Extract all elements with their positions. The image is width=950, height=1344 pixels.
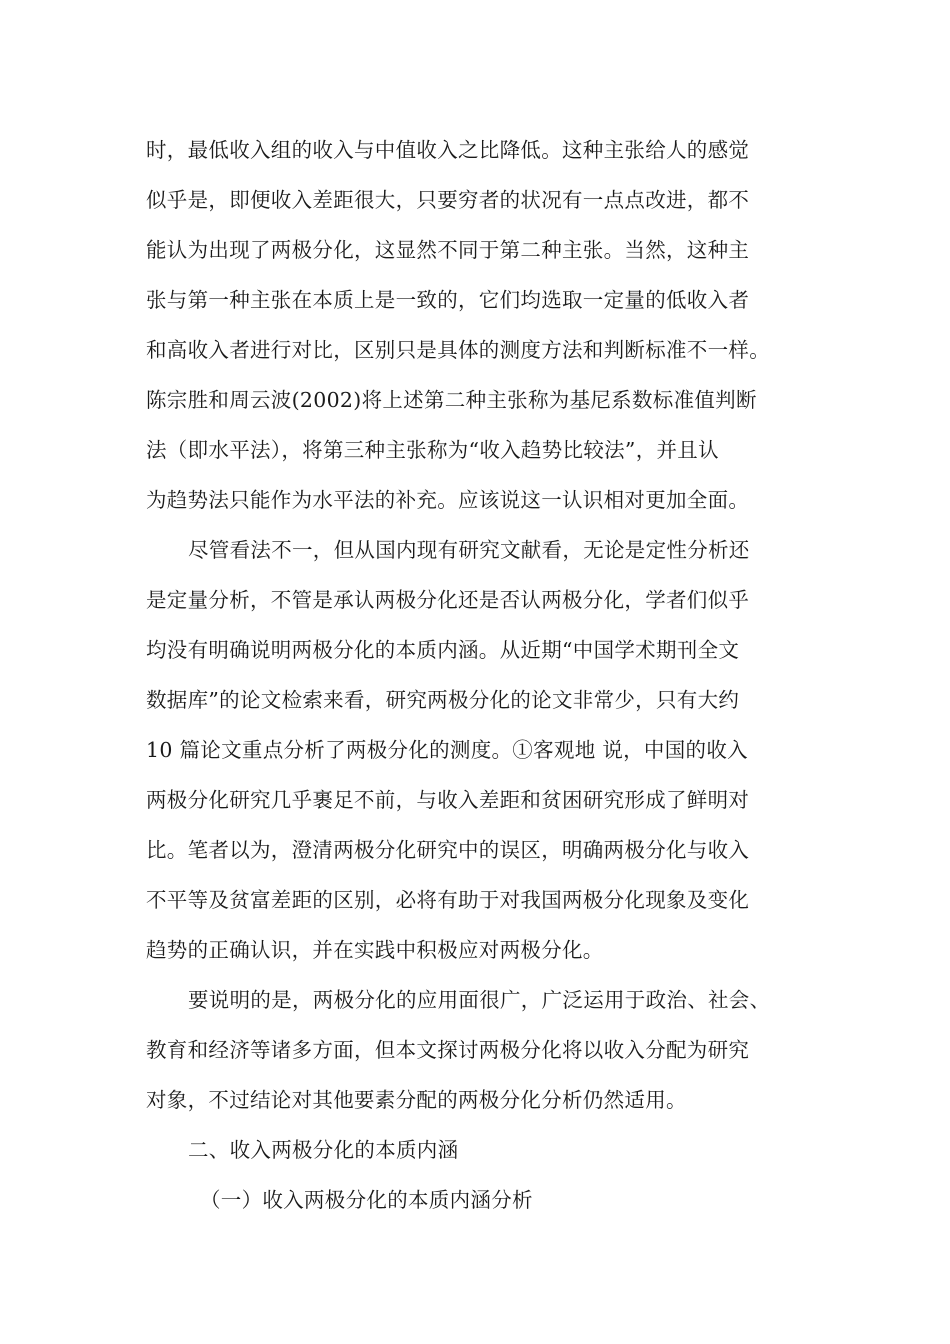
- subsection-heading: （一）收入两极分化的本质内涵分析: [200, 1188, 533, 1212]
- text-line: 对象，不过结论对其他要素分配的两极分化分析仍然适用。: [146, 1088, 687, 1112]
- text-line: 和高收入者进行对比，区别只是具体的测度方法和判断标准不一样。: [146, 338, 770, 362]
- text-line: 法（即水平法），将第三种主张称为“收入趋势比较法”，并且认: [146, 438, 719, 462]
- text-line: 两极分化研究几乎裹足不前，与收入差距和贫困研究形成了鲜明对: [146, 788, 750, 812]
- text-line: 张与第一种主张在本质上是一致的，它们均选取一定量的低收入者: [146, 288, 750, 312]
- text-line: 数据库”的论文检索来看，研究两极分化的论文非常少，只有大约: [146, 688, 740, 712]
- text-line: 不平等及贫富差距的区别，必将有助于对我国两极分化现象及变化: [146, 888, 750, 912]
- text-line: 比。笔者以为，澄清两极分化研究中的误区，明确两极分化与收入: [146, 838, 750, 862]
- paragraph-start-line: 要说明的是，两极分化的应用面很广，广泛运用于政治、社会、: [188, 988, 771, 1012]
- text-line: 教育和经济等诸多方面，但本文探讨两极分化将以收入分配为研究: [146, 1038, 750, 1062]
- text-line: 为趋势法只能作为水平法的补充。应该说这一认识相对更加全面。: [146, 488, 750, 512]
- section-heading: 二、收入两极分化的本质内涵: [188, 1138, 459, 1162]
- text-line: 时，最低收入组的收入与中值收入之比降低。这种主张给人的感觉: [146, 138, 750, 162]
- text-line: 是定量分析，不管是承认两极分化还是否认两极分化，学者们似乎: [146, 588, 750, 612]
- paragraph-start-line: 尽管看法不一，但从国内现有研究文献看，无论是定性分析还: [188, 538, 750, 562]
- text-line: 趋势的正确认识，并在实践中积极应对两极分化。: [146, 938, 604, 962]
- text-line: 能认为出现了两极分化，这显然不同于第二种主张。当然，这种主: [146, 238, 750, 262]
- text-line: 10 篇论文重点分析了两极分化的测度。①客观地 说，中国的收入: [146, 738, 748, 762]
- text-line: 似乎是，即便收入差距很大，只要穷者的状况有一点点改进，都不: [146, 188, 750, 212]
- text-line: 均没有明确说明两极分化的本质内涵。从近期“中国学术期刊全文: [146, 638, 740, 662]
- text-line: 陈宗胜和周云波(2002)将上述第二种主张称为基尼系数标准值判断: [146, 388, 757, 412]
